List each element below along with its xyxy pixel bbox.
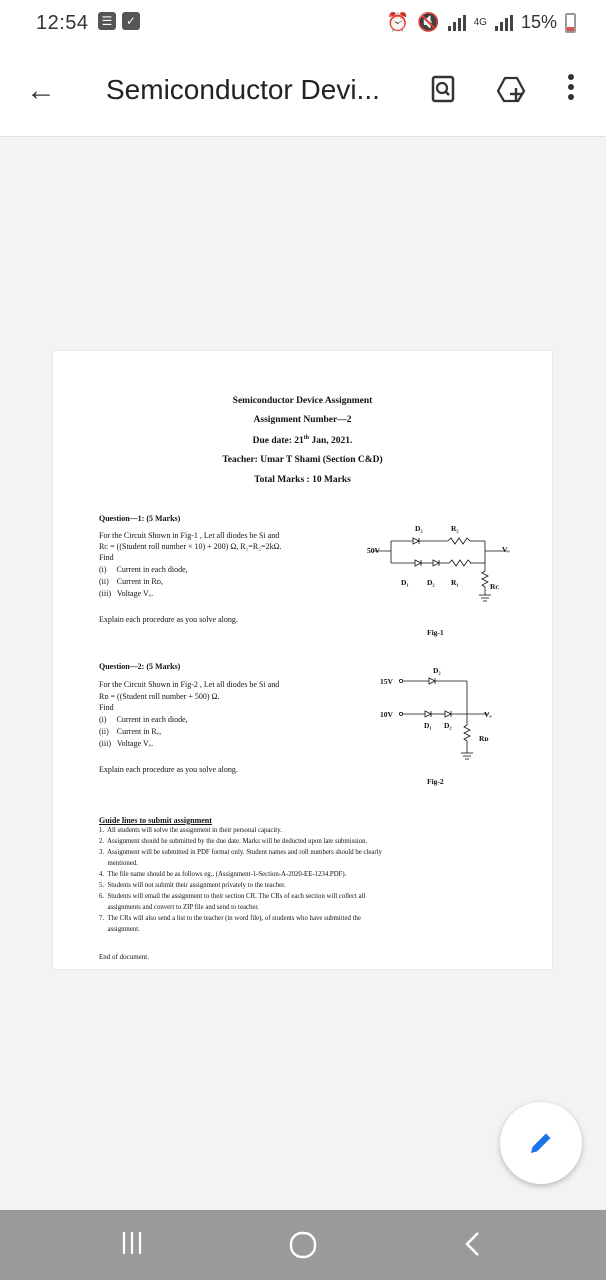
assignment-title: Semiconductor Device Assignment [232,396,373,406]
guide-line-7b: assignment. [99,926,140,933]
guide-line-7: 7. The CRs will also send a list to the teacher (in word file), of students who have submitted the [99,915,361,922]
due-date-sup: th [303,435,310,441]
q1-find: Find [99,553,114,562]
fig1-caption: Fig-1 [427,628,444,637]
assignment-number: Assignment Number—2 [253,415,352,425]
q1-explain: Explain each procedure as you solve along. [99,615,238,624]
fig1-label-d1: D₁ [401,578,409,587]
q1-item-2: (ii) Current in Rᴅ, [99,577,163,586]
q1-line2: Rᴄ = ((Student roll number × 10) + 200) Ω, R₁=R₂=2kΩ. [99,542,282,551]
fig2-label-d2: D₂ [433,666,441,675]
fig2-label-15v: 15V [380,677,393,686]
notification-icons [98,12,140,30]
guide-line-1: 1. All students will solve the assignment in their personal capacity. [99,827,282,834]
guide-line-4: 4. The file name should be as follows eg., (Assignment-1-Section-A-2020-EE-1234.PDF). [99,871,347,878]
q1-title: Question—1: (5 Marks) [99,514,181,523]
fig1-label-r2: R₂ [451,524,459,533]
mute-icon: 🔇 [417,12,440,32]
q2-title: Question—2: (5 Marks) [99,662,181,671]
check-notification-icon: ✓ [122,12,140,30]
guide-title: Guide lines to submit assignment [99,816,212,825]
find-in-document-icon[interactable] [428,74,458,104]
guide-line-6: 6. Students will email the assignment to their section CR. The CRs of each section will collect all [99,893,366,900]
battery-percent: 15% [520,12,557,32]
fig2-label-d2b: D₂ [444,721,452,730]
document-title: Semiconductor Devi... [106,74,380,105]
status-indicators [387,12,576,33]
back-arrow-icon[interactable]: ← [26,74,56,107]
guide-line-3: 3. Assignment will be submitted in PDF format only. Student names and roll numbers should be clearly [99,849,382,856]
signal-icon [448,15,466,31]
q2-line1: For the Circuit Shown in Fig-2 , Let all diodes be Si and [99,680,280,689]
fig1-label-d2: D₂ [415,524,423,533]
teacher: Teacher: Umar T Shami (Section C&D) [222,455,383,465]
guide-line-2: 2. Assignment should be submitted by the due date. Marks will be deducted upon late submission. [99,838,368,845]
home-icon[interactable] [288,1230,318,1260]
fig2-circuit [399,669,509,769]
fig1-label-50v: 50V [367,546,380,555]
q2-item-3: (iii) Voltage Vₒ. [99,739,154,748]
fig1-label-d2b: D₂ [427,578,435,587]
status-time: 12:54 [36,12,89,34]
fig2-label-10v: 10V [380,710,393,719]
fig1-label-vo: Vₒ [502,545,510,554]
q2-find: Find [99,703,114,712]
q2-explain: Explain each procedure as you solve along. [99,765,238,774]
q1-line1: For the Circuit Shown in Fig-1 , Let all diodes be Si and [99,531,280,540]
fig1-label-r1: R₁ [451,578,459,587]
guide-line-6b: assignments and convert to ZIP file and send to teacher. [99,904,259,911]
edit-fab-button[interactable] [500,1102,582,1184]
photo-notification-icon: ☰ [98,12,116,30]
app-bar [0,48,606,137]
network-type: 4G [473,16,487,28]
guide-line-5: 5. Students will not submit their assignment privately to the teacher. [99,882,286,889]
fig1-label-rc: Rᴄ [490,582,500,591]
recent-apps-icon[interactable] [120,1230,144,1256]
q1-item-1: (i) Current in each diode, [99,565,188,574]
q2-item-2: (ii) Current in Rₒ, [99,727,162,736]
fig2-label-rd: Rᴅ [479,734,489,743]
due-date-suffix: Jan, 2021. [309,436,353,447]
back-nav-icon[interactable] [462,1230,482,1258]
fig2-caption: Fig-2 [427,777,444,786]
due-date [53,435,552,446]
fig1-circuit [373,531,513,606]
document-page [53,351,552,969]
more-options-icon[interactable] [566,70,576,104]
status-bar [0,0,606,48]
due-date-prefix: Due date: 21 [252,436,304,447]
signal-icon-2 [495,15,513,31]
q2-item-1: (i) Current in each diode, [99,715,188,724]
end-of-document: End of document. [99,953,149,961]
q1-item-3: (iii) Voltage Vₒ. [99,589,154,598]
alarm-icon: ⏰ [386,12,410,32]
add-to-drive-icon[interactable] [496,74,526,104]
fig2-label-vo: Vₒ [484,710,492,719]
total-marks: Total Marks : 10 Marks [254,475,351,485]
system-nav-bar [0,1210,606,1280]
guide-line-3b: mentioned. [99,860,138,867]
fig2-label-d1: D₁ [424,721,432,730]
q2-line2: Rᴅ = ((Student roll number + 500) Ω. [99,692,220,701]
pencil-icon [527,1129,555,1157]
battery-icon [565,13,576,33]
